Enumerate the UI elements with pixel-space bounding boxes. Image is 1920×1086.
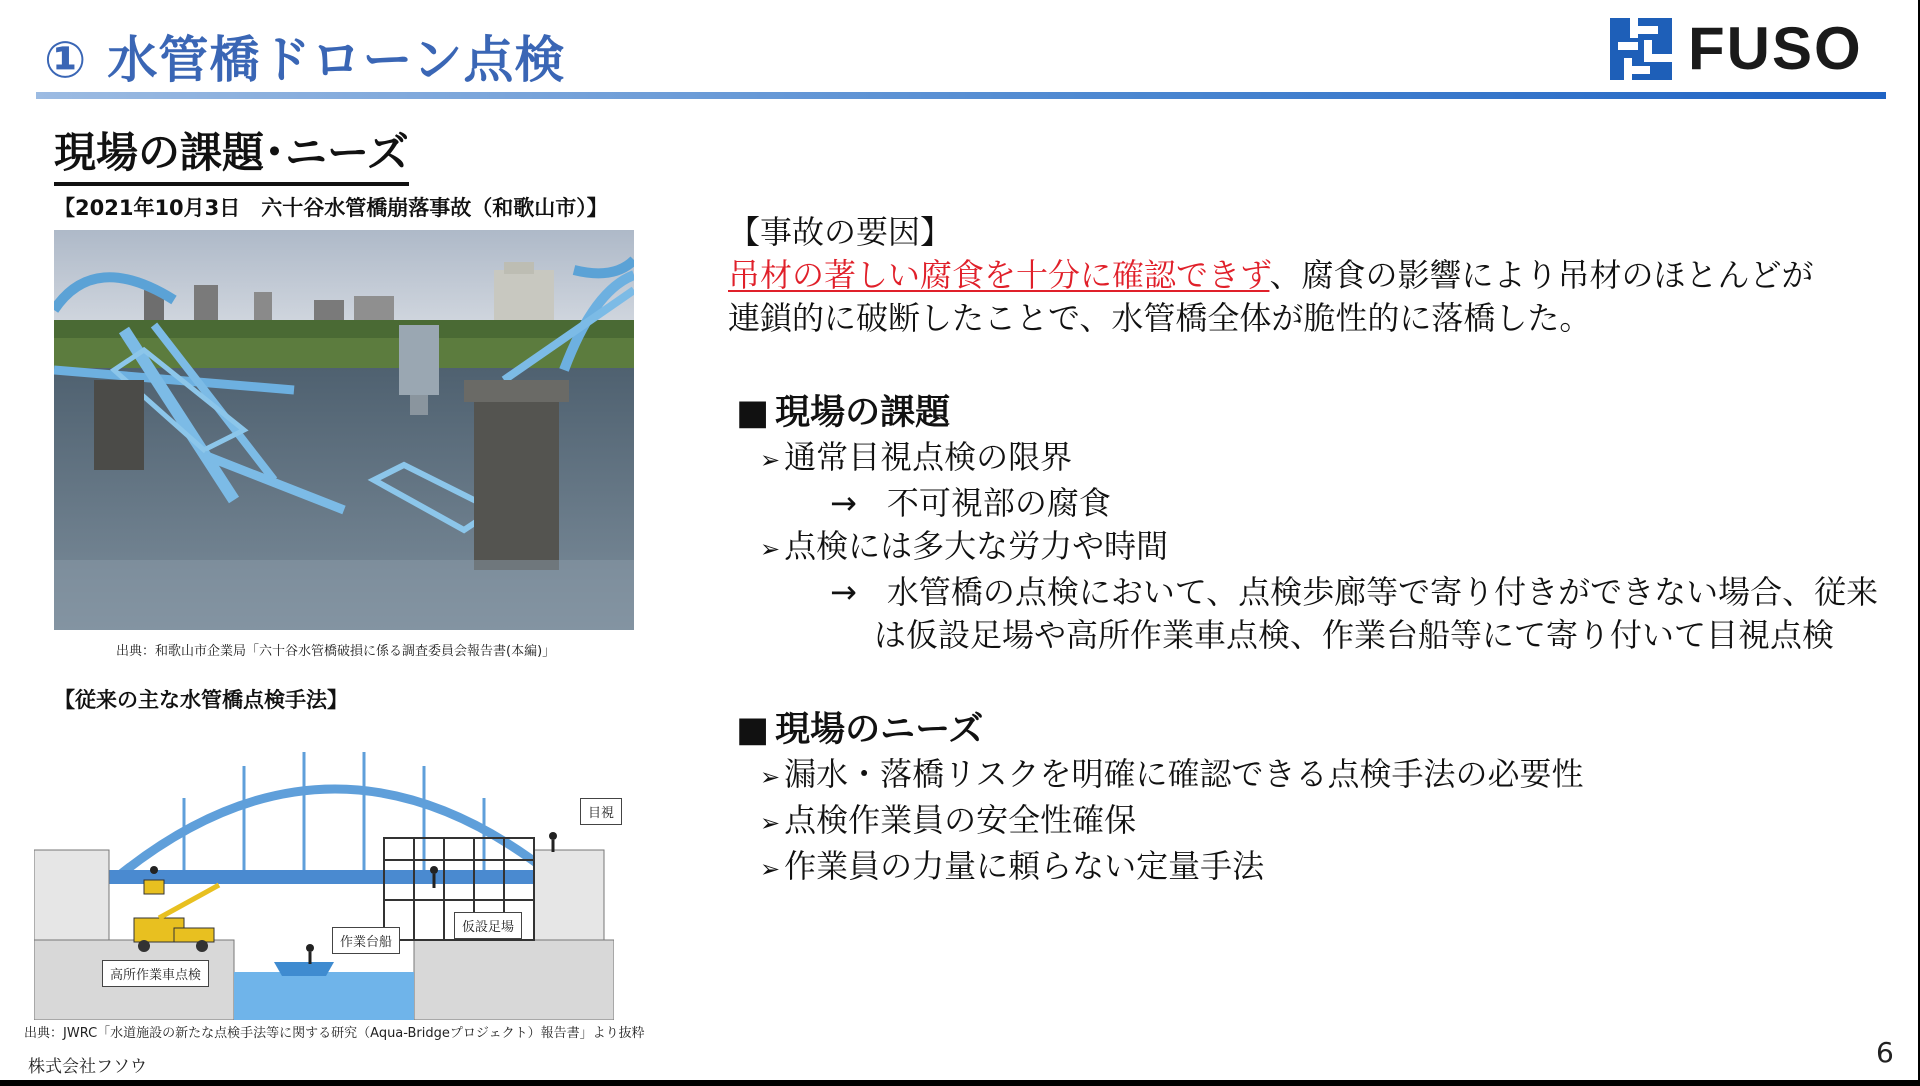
needs-heading (736, 707, 1898, 753)
issue-sub-item (830, 571, 1898, 614)
arrow-bullet-icon: ➢ (760, 446, 781, 474)
page-title (44, 20, 565, 92)
square-bullet-icon: ■ (736, 710, 770, 750)
issues-heading (736, 390, 1898, 436)
cause-line-2: 連鎖的に破断したことで、水管橋全体が脆性的に落橋した。 (728, 299, 1592, 337)
need-item (760, 845, 1898, 891)
square-bullet-icon: ■ (736, 393, 770, 433)
issue-text: 点検には多大な労力や時間 (784, 527, 1169, 565)
header-divider (36, 92, 1886, 99)
label-visual: 目視 (580, 798, 622, 825)
title-text: 水管橋ドローン点検 (107, 31, 566, 89)
arrow-bullet-icon: ➢ (760, 809, 781, 837)
arrow-bullet-icon: ➢ (760, 763, 781, 791)
photo-source: 出典：和歌山市企業局「六十谷水管橋破損に係る調査委員会報告書(本編)」 (116, 644, 556, 659)
issue-sub-item (830, 482, 1898, 525)
need-text: 点検作業員の安全性確保 (784, 801, 1137, 839)
needs-heading-text: 現場のニーズ (775, 710, 984, 750)
diagram-source: 出典：JWRC「水道施設の新たな点検手法等に関する研究（Aqua-Bridgeプロジェクト）報告書」より抜粋 (24, 1026, 645, 1041)
cause-line-1 (728, 254, 1898, 297)
right-arrow-icon: → (830, 484, 857, 522)
title-number: ① (44, 31, 88, 89)
collapsed-bridge-photo (54, 230, 634, 630)
issues-heading-text: 現場の課題 (775, 393, 951, 433)
issue-sub-text: 水管橋の点検において、点検歩廊等で寄り付きができない場合、従来 (886, 573, 1879, 611)
label-boat: 作業台船 (332, 927, 400, 954)
label-scaffold: 仮設足場 (454, 912, 522, 939)
need-item (760, 799, 1898, 845)
arrow-bullet-icon: ➢ (760, 855, 781, 883)
fuso-logo (1610, 15, 1863, 82)
issue-text: 通常目視点検の限界 (784, 438, 1073, 476)
need-text: 作業員の力量に頼らない定量手法 (784, 847, 1265, 885)
right-column (728, 210, 1898, 891)
cause-heading: 【事故の要因】 (728, 213, 953, 251)
right-arrow-icon: → (830, 573, 857, 611)
label-aerial: 高所作業車点検 (102, 960, 209, 987)
need-text: 漏水・落橋リスクを明確に確認できる点検手法の必要性 (784, 755, 1584, 793)
issue-sub-continuation: は仮設足場や高所作業車点検、作業台船等にて寄り付いて目視点検 (874, 616, 1835, 654)
logo-text: FUSO (1688, 15, 1863, 82)
page-number: 6 (1876, 1036, 1894, 1069)
need-item (760, 753, 1898, 799)
issue-item (760, 436, 1898, 482)
cause-highlight: 吊材の著しい腐食を十分に確認できず (728, 256, 1270, 294)
section-title: 現場の課題･ニーズ (54, 120, 409, 186)
accident-caption: 【2021年10月3日 六十谷水管橋崩落事故（和歌山市）】 (54, 196, 608, 220)
arrow-bullet-icon: ➢ (760, 535, 781, 563)
method-caption: 【従来の主な水管橋点検手法】 (54, 688, 348, 712)
issue-item (760, 525, 1898, 571)
issue-sub-text: 不可視部の腐食 (886, 484, 1111, 522)
fuso-logo-mark-icon (1610, 18, 1672, 80)
company-name: 株式会社フソウ (28, 1057, 147, 1077)
cause-rest: 、腐食の影響により吊材のほとんどが (1269, 256, 1814, 294)
